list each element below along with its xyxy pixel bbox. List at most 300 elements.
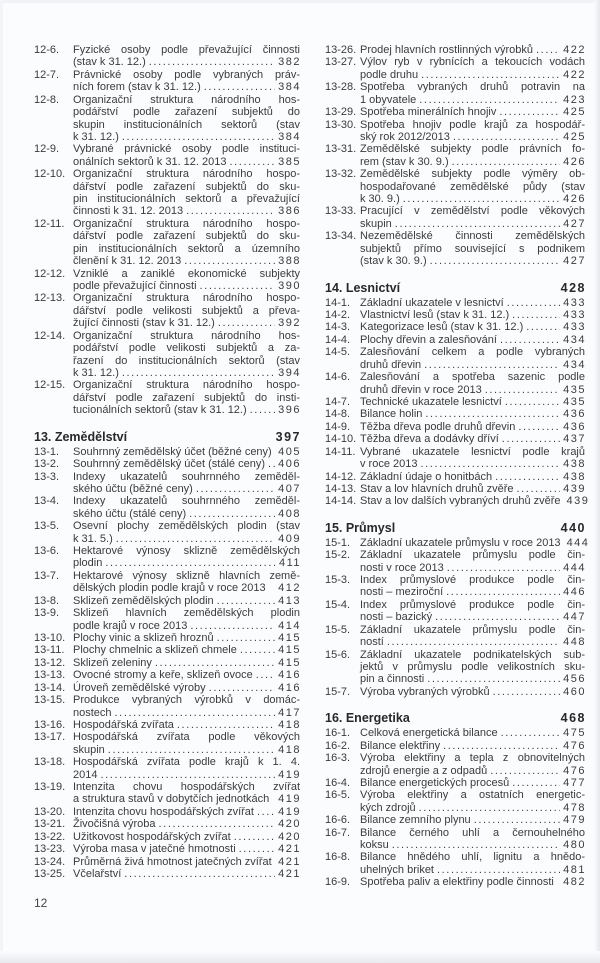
entry-number: 14-14. [325, 495, 357, 508]
entry-last-line [360, 777, 585, 789]
entry-page-number: 420 [278, 818, 301, 831]
section-heading [325, 522, 585, 535]
entry-page-number: 386 [278, 205, 301, 218]
entry-number: 13-17. [34, 731, 66, 744]
entry-text-line: Plochy vinic a sklizeň hroznů [73, 631, 214, 644]
entry-last-line [360, 562, 585, 574]
entry-text-line: podle převažující činnosti [73, 280, 197, 293]
toc-entry [34, 44, 300, 69]
entry-text-line: Prodej hlavních rostlinných výrobků [360, 44, 534, 56]
entry-text-line: Kategorizace lesů (stav k 31. 12.) [360, 321, 524, 334]
dot-leader [184, 255, 275, 267]
entry-number: 13-12. [34, 656, 66, 669]
dot-leader [518, 421, 560, 433]
entry-number: 13-22. [34, 830, 66, 843]
entry-text-line: Základní ukazatele v lesnictví [360, 296, 504, 309]
entry-text-line: Indexy ukazatelů souhrnného zeměděl- [73, 470, 300, 483]
dot-leader [209, 682, 275, 694]
section-page-number: 428 [560, 280, 586, 295]
entry-number: 13-14. [34, 681, 66, 694]
dot-leader [256, 669, 275, 681]
toc-entry [325, 777, 585, 789]
entry-text-line: Plochy chmelnic a sklizeň chmele [73, 644, 237, 657]
dot-leader [526, 321, 560, 333]
entry-number: 13-29. [325, 106, 357, 119]
entry-number: 13-9. [34, 607, 60, 620]
entry-text-line: Vybrané ukazatele lesnictví podle krajů [360, 445, 585, 458]
entry-text-line: Hospodářská zvířata podle věkových [73, 731, 300, 744]
toc-entry [325, 686, 585, 698]
entry-number: 12-11. [34, 217, 65, 230]
entry-number: 12-9. [34, 143, 60, 156]
entry-number: 13-10. [34, 631, 66, 644]
entry-text-line: Průměrná živá hmotnost jatečných zvířat [73, 855, 272, 868]
scan-edge-top [0, 0, 600, 3]
toc-entry [325, 346, 585, 371]
entry-last-line [73, 719, 300, 731]
entry-last-line [73, 367, 300, 379]
entry-number: 15-6. [325, 648, 351, 661]
entry-page-number: 435 [563, 395, 586, 408]
entry-last-line [360, 765, 585, 777]
entry-page-number: 396 [278, 404, 301, 417]
entry-text-line: nosti – bazický [360, 611, 433, 624]
toc-entry [325, 814, 585, 826]
entry-number: 16-6. [325, 814, 351, 827]
entry-page-number: 434 [563, 358, 586, 371]
entry-last-line [360, 359, 585, 371]
entry-number: 13-19. [34, 781, 66, 794]
dot-leader [512, 309, 560, 321]
entry-text-line: Včelařství [73, 868, 122, 880]
entry-last-line [360, 131, 585, 143]
entry-text-line: Spotřeba paliv a elektřiny podle činnosti [360, 876, 554, 889]
entry-page-number: 438 [563, 458, 586, 471]
toc-entry [34, 669, 300, 681]
entry-number: 15-1. [325, 536, 351, 549]
dot-leader [149, 56, 275, 68]
entry-text-line: Úroveň zemědělské výroby [73, 681, 206, 694]
entry-number: 14-2. [325, 309, 351, 322]
entry-number: 13-21. [34, 818, 66, 831]
entry-text-line: žující činnosti (stav k 31. 12.) [73, 317, 215, 330]
entry-text-line: plodin [73, 557, 103, 570]
toc-column-right [325, 44, 590, 889]
dot-leader [500, 334, 560, 346]
entry-page-number: 446 [563, 586, 586, 599]
dot-leader [427, 673, 560, 685]
entry-page-number: 444 [563, 561, 586, 574]
entry-number: 13-2. [34, 458, 60, 471]
dot-leader [424, 359, 560, 371]
entry-text-line: Zemědělské subjekty podle výměry ob- [360, 168, 585, 181]
entry-page-number: 406 [278, 458, 301, 471]
entry-text-line: nosti – meziroční [360, 586, 444, 599]
dot-leader [490, 765, 560, 777]
entry-text-line: Užitkovost hospodářských zvířat [73, 830, 231, 843]
entry-text-line: v roce 2013 [360, 458, 418, 471]
entry-text-line: Sklizeň hlavních zemědělských plodin [73, 607, 300, 620]
entry-number: 16-3. [325, 752, 351, 765]
entry-page-number: 384 [278, 130, 301, 143]
entry-page-number: 422 [563, 44, 586, 56]
entry-text-line: hospodařované zemědělské půdy (stav [360, 180, 585, 193]
entry-last-line [360, 321, 585, 333]
entry-number: 12-12. [34, 267, 66, 280]
entry-number: 13-5. [34, 520, 60, 533]
toc-entry [34, 379, 300, 416]
entry-text-line: skupin [360, 217, 392, 230]
toc-entry [34, 818, 300, 830]
entry-text-line: podářství podle velikosti subjektů a za- [73, 342, 300, 355]
entry-page-number: 422 [563, 68, 586, 81]
dot-leader [403, 193, 560, 205]
toc-entry [34, 94, 300, 144]
toc-entry [34, 69, 300, 94]
entry-last-line [360, 740, 585, 752]
entry-text-line: Organizační struktura národního hospo- [73, 379, 300, 392]
entry-text-line: rem (stav k 30. 9.) [360, 155, 449, 168]
entry-last-line [73, 682, 300, 694]
entry-number: 13-11. [34, 644, 65, 657]
entry-text-line: k 31. 12.) [73, 366, 119, 379]
toc-entry [325, 106, 585, 118]
entry-last-line [360, 586, 585, 598]
entry-number: 13-1. [34, 445, 60, 458]
entry-page-number: 385 [278, 155, 301, 168]
dot-leader [419, 802, 561, 814]
dot-leader [200, 280, 276, 292]
dot-leader [190, 620, 275, 632]
entry-number: 13-34. [325, 230, 357, 243]
entry-text-line: Základní ukazatele průmyslu podle čin- [360, 549, 585, 562]
entry-number: 16-5. [325, 789, 351, 802]
dot-leader [420, 458, 560, 470]
entry-number: 13-32. [325, 168, 357, 181]
toc-entry [325, 471, 585, 483]
entry-page-number: 439 [566, 495, 590, 508]
entry-last-line [360, 309, 585, 321]
toc-entry [325, 168, 585, 205]
entry-text-line: subjektů přímo související s podnikem [360, 242, 585, 255]
entry-text-line: Fyzické osoby podle převažující činnosti [73, 44, 300, 56]
entry-text-line: Souhrnný zemědělský účet (běžné ceny) [73, 445, 272, 458]
toc-entry [325, 752, 585, 777]
entry-text-line: Výroba elektřiny a ostatních energetic- [360, 789, 585, 802]
entry-text-line: Bilance zemního plynu [360, 814, 471, 827]
entry-page-number: 438 [563, 470, 586, 483]
entry-text-line: druhů dřevin [360, 358, 422, 371]
entry-number: 13-30. [325, 118, 357, 131]
entry-text-line: podářství podle zařazení subjektů do [73, 106, 300, 119]
entry-page-number: 476 [563, 764, 586, 777]
entry-last-line [360, 334, 585, 346]
entry-text-line: Hektarové výnosy sklizně hlavních země- [73, 569, 300, 582]
entry-last-line [360, 44, 585, 56]
entry-last-line [73, 56, 300, 68]
entry-number: 12-14. [34, 329, 66, 342]
dot-leader [100, 769, 275, 781]
entry-page-number: 416 [278, 681, 301, 694]
dot-leader [196, 483, 275, 495]
entry-page-number: 433 [563, 296, 586, 309]
entry-page-number: 421 [278, 843, 301, 856]
toc-entry [325, 827, 585, 852]
section-page-number: 440 [560, 520, 586, 535]
entry-text-line: (stav k 31. 12.) [73, 56, 146, 69]
entry-text-line: podle krajů v roce 2013 [73, 619, 188, 632]
entry-last-line [73, 620, 300, 632]
dot-leader [499, 106, 560, 118]
entry-text-line: dářství podle zařazení subjektů do insti- [73, 391, 300, 404]
scan-edge-left [0, 0, 3, 963]
entry-last-line [360, 421, 585, 433]
entry-page-number: 418 [278, 718, 301, 731]
entry-number: 14-12. [325, 470, 357, 483]
dot-leader [122, 367, 275, 379]
dot-leader [240, 644, 275, 656]
entry-text-line: Zemědělské subjekty podle právních fo- [360, 143, 585, 156]
toc-entry [34, 458, 300, 470]
entry-text-line: Bilance energetických procesů [360, 776, 510, 789]
entry-text-line: pin institucionálních sektorů a územního [73, 242, 300, 255]
entry-text-line: ského účtu (stálé ceny) [73, 507, 187, 520]
toc-entry [34, 330, 300, 380]
entry-number: 16-1. [325, 727, 351, 740]
entry-last-line [360, 94, 585, 106]
entry-last-line [360, 156, 585, 168]
entry-page-number: 481 [563, 863, 586, 876]
section-heading-label: 13. Zemědělství [34, 429, 128, 444]
dot-leader [425, 408, 560, 420]
toc-entry [325, 789, 585, 814]
entry-last-line [360, 218, 585, 230]
entry-text-line: a struktura stavů v dobytčích jednotkách [73, 793, 270, 806]
toc-entry [325, 599, 585, 624]
entry-text-line: ského účtu (běžné ceny) [73, 482, 193, 495]
entry-text-line: ský rok 2012/2013 [360, 130, 450, 143]
entry-number: 16-9. [325, 876, 351, 889]
entry-last-line [360, 408, 585, 420]
section-heading-label: 14. Lesnictví [325, 280, 401, 295]
entry-text-line: Výroba vybraných výrobků [360, 685, 490, 698]
entry-last-line [360, 384, 585, 396]
entry-text-line: Bilance holin [360, 408, 423, 421]
toc-entry [34, 719, 300, 731]
entry-page-number: 433 [563, 309, 586, 322]
entry-last-line [73, 156, 300, 168]
toc-entry [34, 495, 300, 520]
entry-text-line: činnosti k 31. 12. 2013 [73, 205, 184, 218]
entry-text-line: Spotřeba vybraných druhů potravin na [360, 81, 585, 94]
dot-leader [502, 433, 560, 445]
entry-number: 12-7. [34, 68, 60, 81]
toc-entry [325, 230, 585, 267]
section-page-number: 397 [275, 429, 301, 444]
toc-entry [325, 309, 585, 321]
entry-page-number: 411 [278, 557, 301, 570]
entry-text-line: (stav k 30. 9.) [360, 255, 427, 268]
entry-page-number: 420 [278, 830, 301, 843]
entry-text-line: Sklizeň zeleniny [73, 656, 152, 669]
entry-last-line [73, 458, 300, 470]
entry-text-line: dářství podle zařazení subjektů do sku- [73, 230, 300, 243]
entry-page-number: 384 [278, 81, 301, 94]
entry-last-line [360, 106, 585, 118]
entry-text-line: Organizační struktura národního hos- [73, 329, 300, 342]
entry-last-line [360, 483, 585, 495]
entry-text-line: Pracující v zemědělství podle věkových [360, 205, 585, 218]
entry-number: 14-6. [325, 371, 351, 384]
entry-last-line [73, 131, 300, 143]
entry-page-number: 417 [278, 706, 301, 719]
entry-last-line [73, 317, 300, 329]
entry-last-line [360, 495, 590, 508]
toc-entry [34, 843, 300, 855]
section-heading [34, 431, 300, 444]
dot-leader [115, 707, 276, 719]
dot-leader [217, 632, 276, 644]
toc-entry [34, 607, 300, 632]
toc-entry [34, 781, 300, 806]
entry-last-line [360, 396, 585, 408]
entry-text-line: druhů dřevin v roce 2013 [360, 383, 482, 396]
entry-text-line: Výroba elektřiny a tepla z obnovitelných [360, 752, 585, 765]
entry-page-number: 419 [278, 768, 301, 781]
entry-last-line [73, 806, 300, 818]
entry-text-line: Produkce vybraných výrobků v domác- [73, 694, 300, 707]
entry-last-line [73, 657, 300, 669]
toc-entry [325, 433, 585, 445]
entry-text-line: Právnické osoby podle vybraných práv- [73, 68, 300, 81]
entry-number: 14-7. [325, 395, 351, 408]
entry-page-number: 413 [278, 594, 301, 607]
toc-entry [34, 446, 300, 458]
toc-entry [325, 81, 585, 106]
entry-number: 13-24. [34, 855, 66, 868]
dot-leader [435, 611, 560, 623]
dot-leader [474, 814, 560, 826]
entry-number: 14-3. [325, 321, 351, 334]
toc-entry [325, 56, 585, 81]
entry-number: 14-1. [325, 296, 351, 309]
dot-leader [493, 686, 561, 698]
entry-number: 13-26. [325, 44, 357, 56]
dot-leader [234, 831, 275, 843]
entry-last-line [360, 193, 585, 205]
entry-text-line: dářství podle velikosti subjektů a převa- [73, 304, 300, 317]
entry-number: 15-3. [325, 574, 351, 587]
entry-last-line [360, 458, 585, 470]
entry-text-line: Nezemědělské činnosti zemědělských [360, 230, 585, 243]
entry-text-line: Těžba dřeva podle druhů dřevin [360, 420, 516, 433]
dot-leader [257, 806, 275, 818]
entry-text-line: Vlastnictví lesů (stav k 31. 12.) [360, 309, 510, 322]
entry-last-line [73, 483, 300, 495]
entry-page-number: 427 [563, 217, 586, 230]
entry-page-number: 435 [563, 383, 586, 396]
entry-number: 13-23. [34, 843, 66, 856]
toc-entry [34, 831, 300, 843]
entry-number: 15-7. [325, 685, 351, 698]
entry-text-line: skupin institucionálních sektorů (stav [73, 118, 300, 131]
entry-page-number: 436 [563, 408, 586, 421]
toc-entry [325, 624, 585, 649]
entry-text-line: Organizační struktura národního hospo- [73, 217, 300, 230]
entry-text-line: 2014 [73, 768, 98, 781]
dot-leader [430, 255, 561, 267]
entry-text-line: pin institucionálních sektorů a převažující [73, 193, 300, 206]
section-heading [325, 712, 585, 725]
dot-leader [421, 69, 560, 81]
entry-last-line [73, 280, 300, 292]
toc-entry [34, 595, 300, 607]
entry-page-number: 437 [563, 433, 586, 446]
entry-text-line: Hospodářská zvířata [73, 718, 174, 731]
toc-entry [325, 574, 585, 599]
toc-entry [325, 334, 585, 346]
toc-entry [325, 727, 585, 739]
entry-text-line: jektů v průmyslu podle velikostních sku- [360, 660, 585, 673]
entry-text-line: Stav a lov dalších vybraných druhů zvěře [360, 495, 561, 508]
entry-page-number: 426 [563, 155, 586, 168]
entry-text-line: Výroba masa v jatečné hmotnosti [73, 843, 236, 856]
dot-leader [387, 636, 560, 648]
dot-leader [250, 404, 275, 416]
entry-page-number: 447 [563, 611, 586, 624]
entry-page-number: 419 [278, 805, 301, 818]
entry-text-line: Bilance elektřiny [360, 739, 441, 752]
toc-entry [34, 806, 300, 818]
entry-number: 14-11. [325, 445, 356, 458]
entry-page-number: 425 [563, 106, 586, 119]
entry-text-line: Index průmyslové produkce podle čin- [360, 574, 585, 587]
toc-entry [34, 694, 300, 719]
toc-entry [34, 644, 300, 656]
entry-last-line [360, 471, 585, 483]
entry-text-line: Souhrnný zemědělský účet (stálé ceny) [73, 458, 265, 471]
entry-text-line: Organizační struktura národního hospo- [73, 292, 300, 305]
entry-number: 13-13. [34, 669, 66, 682]
toc-entry [34, 682, 300, 694]
entry-text-line: ních forem (stav k 31. 12.) [73, 81, 201, 94]
toc-entry [325, 876, 585, 888]
entry-text-line: Bilance hnědého uhlí, lignitu a hnědo- [360, 851, 585, 864]
entry-page-number: 390 [278, 280, 301, 293]
dot-leader [419, 94, 560, 106]
toc-entry [34, 520, 300, 545]
toc-entry [34, 471, 300, 496]
entry-page-number: 408 [278, 507, 301, 520]
entry-text-line: Sklizeň zemědělských plodin [73, 594, 214, 607]
entry-page-number: 419 [278, 793, 301, 806]
entry-page-number: 433 [563, 321, 586, 334]
entry-text-line: skupin [73, 743, 105, 756]
section-heading-label: 16. Energetika [325, 711, 410, 726]
entry-last-line [73, 255, 300, 267]
entry-number: 13-18. [34, 756, 66, 769]
entry-number: 12-15. [34, 379, 66, 392]
entry-last-line [73, 446, 300, 458]
entry-page-number: 394 [278, 366, 301, 379]
toc-entry [325, 536, 590, 549]
dot-leader [505, 396, 560, 408]
dot-leader [239, 843, 276, 855]
entry-number: 14-9. [325, 420, 351, 433]
toc-entry [325, 649, 585, 686]
entry-text-line: Spotřeba hnojiv podle krajů za hospodář- [360, 118, 585, 131]
entry-last-line [73, 533, 300, 545]
